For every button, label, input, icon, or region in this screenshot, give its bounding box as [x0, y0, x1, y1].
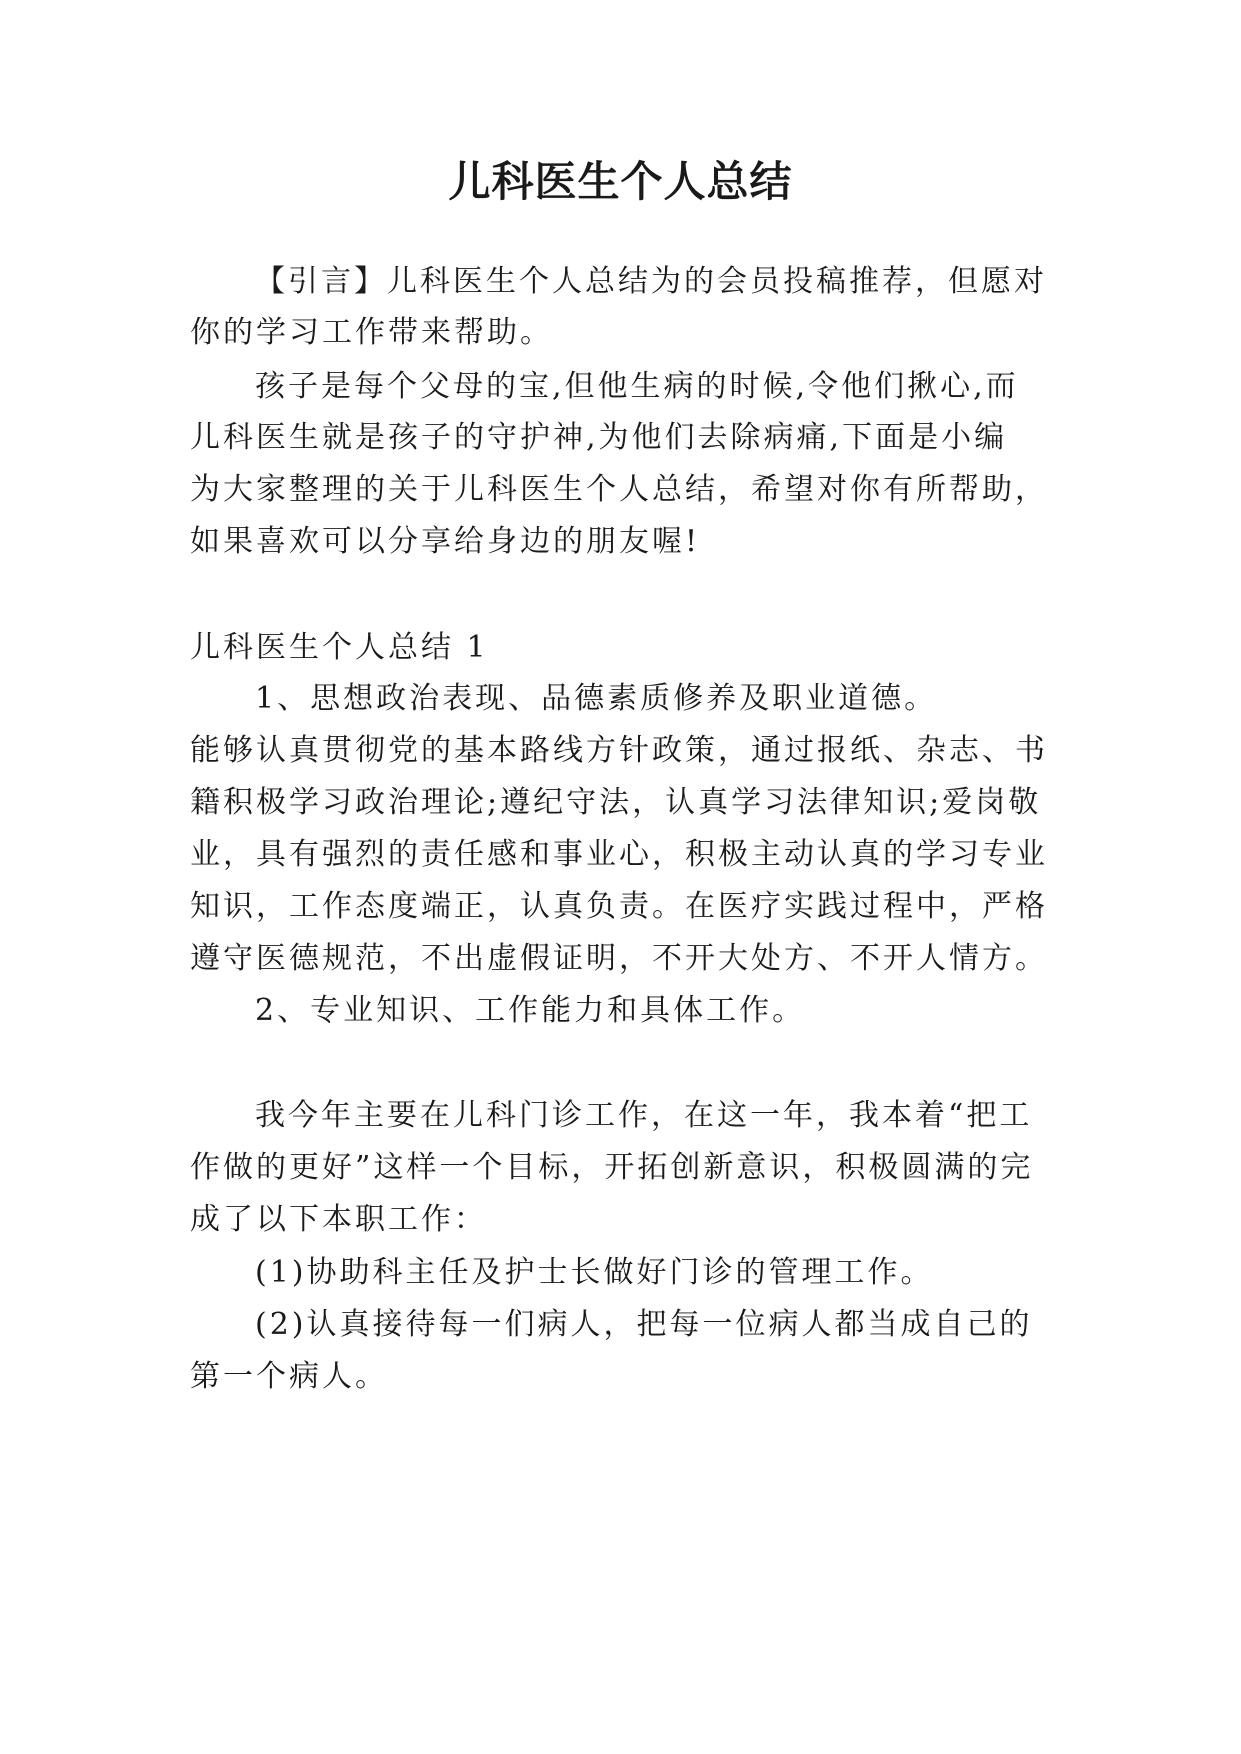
- point1-line-2: 籍积极学习政治理论;遵纪守法，认真学习法律知识;爱岗敬: [190, 785, 1042, 820]
- preface-line-1: 孩子是每个父母的宝,但他生病的时候,令他们揪心,而: [255, 369, 1019, 404]
- point1-line-1: 能够认真贯彻党的基本路线方针政策，通过报纸、杂志、书: [190, 733, 1048, 768]
- work-intro-line-3: 成了以下本职工作：: [190, 1202, 487, 1237]
- list-item-2-line-1: (2)认真接待每一们病人，把每一位病人都当成自己的: [255, 1307, 1033, 1342]
- work-intro-line-1: 我今年主要在儿科门诊工作，在这一年，我本着“把工: [255, 1098, 1033, 1133]
- list-item-1: (1)协助科主任及护士长做好门诊的管理工作。: [255, 1255, 934, 1290]
- section-heading: 儿科医生个人总结 1: [190, 630, 489, 665]
- intro-line-2: 你的学习工作带来帮助。: [190, 315, 553, 350]
- preface-line-2: 儿科医生就是孩子的守护神,为他们去除病痛,下面是小编: [190, 420, 1008, 455]
- point1-heading: 1、思想政治表现、品德素质修养及职业道德。: [255, 681, 938, 716]
- preface-line-3: 为大家整理的关于儿科医生个人总结，希望对你有所帮助，: [190, 472, 1048, 507]
- point1-line-3: 业，具有强烈的责任感和事业心，积极主动认真的学习专业: [190, 837, 1048, 872]
- work-intro-line-2: 作做的更好”这样一个目标，开拓创新意识，积极圆满的完: [190, 1150, 1034, 1185]
- page-title: 儿科医生个人总结: [448, 157, 793, 206]
- point1-line-5: 遵守医德规范，不出虚假证明，不开大处方、不开人情方。: [190, 941, 1048, 976]
- point2-heading: 2、专业知识、工作能力和具体工作。: [255, 993, 806, 1028]
- list-item-2-line-2: 第一个病人。: [190, 1359, 388, 1394]
- intro-line-1: 【引言】儿科医生个人总结为的会员投稿推荐，但愿对: [255, 264, 1047, 299]
- preface-line-4: 如果喜欢可以分享给身边的朋友喔!: [190, 524, 701, 559]
- point1-line-4: 知识，工作态度端正，认真负责。在医疗实践过程中，严格: [190, 889, 1048, 924]
